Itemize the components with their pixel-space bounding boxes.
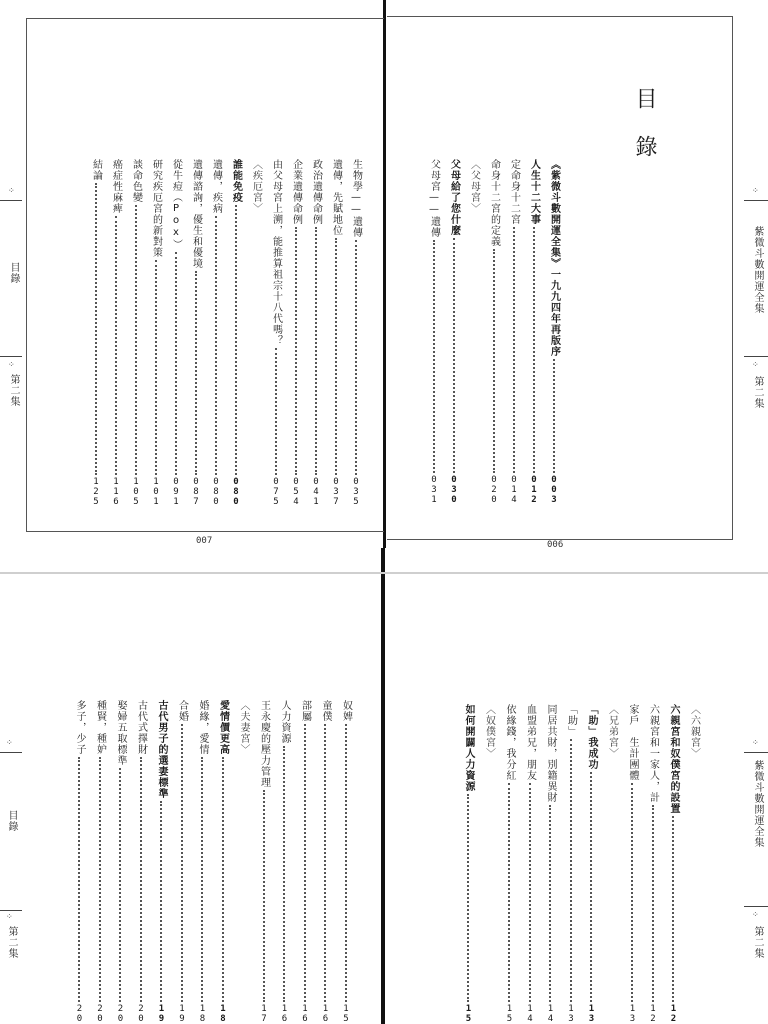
toc-section-heading (603, 704, 620, 1024)
toc-entry-title: 同居共財，別籍異財 (545, 704, 556, 803)
toc-page-number: 15 (504, 1004, 515, 1024)
diamond-ornament-icon: ⁘ (6, 738, 13, 747)
toc-entry (644, 704, 661, 1024)
toc-leader-dots (201, 757, 203, 1002)
toc-entry-title: 娶婦五取標準 (115, 700, 126, 766)
toc-leader-dots (324, 724, 326, 1002)
toc-leader-dots (590, 772, 592, 1002)
toc-entry (276, 700, 293, 1024)
toc-entry (71, 700, 88, 1024)
toc-entry-title: 遺傳，先賦地位 (330, 159, 342, 236)
toc-list-bottom-right (412, 704, 702, 1024)
toc-entry-title: 多子，少子 (74, 700, 85, 755)
toc-leader-dots (493, 249, 495, 473)
toc-entry (91, 700, 108, 1024)
toc-entry (505, 159, 522, 505)
toc-entry-title: 依緣錢，我分紅 (504, 704, 515, 781)
toc-entry-title: 合婚 (176, 700, 188, 722)
toc-entry (501, 704, 518, 1024)
tab-rule (744, 200, 768, 201)
toc-entry (173, 700, 190, 1024)
toc-page-number: 18 (197, 1004, 208, 1024)
toc-leader-dots (315, 227, 317, 475)
toc-leader-dots (283, 746, 285, 1002)
toc-leader-dots (549, 805, 551, 1002)
toc-leader-dots (433, 240, 435, 473)
toc-entry-title: 定命身十二宮 (508, 159, 520, 225)
toc-entry (347, 159, 364, 507)
diamond-ornament-icon: ⁘ (8, 360, 15, 369)
toc-page-number: 19 (156, 1004, 167, 1024)
toc-entry (525, 159, 542, 505)
toc-entry (255, 700, 272, 1024)
toc-page-number: 030 (449, 475, 459, 505)
diamond-ornament-icon: ⁘ (752, 738, 759, 747)
tab-rule (0, 910, 22, 911)
toc-entry-title: 誰能免疫 (230, 159, 242, 203)
toc-leader-dots (195, 271, 197, 475)
toc-entry (132, 700, 149, 1024)
toc-entry (460, 704, 477, 1024)
toc-page-number: 014 (509, 475, 519, 505)
toc-entry-title: 政治遺傳命例 (310, 159, 322, 225)
toc-entry-title: 〈夫妻宮〉 (238, 700, 249, 755)
toc-page-number: 14 (545, 1004, 556, 1024)
toc-leader-dots (533, 227, 535, 473)
toc-leader-dots (215, 216, 217, 475)
tab-rule (744, 356, 768, 357)
toc-entry-title: 種賢，種妒 (94, 700, 106, 755)
side-tab-volume: 第二集 (8, 374, 19, 407)
page-number-top-left: 007 (196, 536, 213, 546)
toc-entry-title: 部屬 (299, 700, 311, 722)
toc-entry-title: 〈父母宮〉 (468, 159, 480, 214)
toc-entry (147, 159, 164, 507)
toc-page-number: 20 (136, 1004, 146, 1024)
toc-entry-title: 《紫微斗數開運全集》一九九四年再版序 (548, 159, 560, 357)
toc-page-number: 075 (271, 477, 281, 507)
toc-page-number: 15 (341, 1004, 351, 1024)
toc-entry (521, 704, 538, 1024)
toc-entry (287, 159, 304, 507)
toc-leader-dots (631, 783, 633, 1002)
toc-leader-dots (160, 801, 162, 1002)
toc-page-number: 054 (291, 477, 301, 507)
toc-entry (624, 704, 641, 1024)
toc-leader-dots (553, 359, 555, 473)
side-tab-toc: 目錄 (6, 810, 17, 832)
toc-entry (127, 159, 144, 507)
toc-page-number: 20 (95, 1004, 105, 1024)
toc-page-number: 16 (300, 1004, 310, 1024)
toc-section-heading (480, 704, 497, 1024)
toc-entry-title: 「助」 (565, 704, 577, 737)
toc-leader-dots (222, 757, 224, 1002)
tab-rule (744, 906, 768, 907)
toc-entry-title: 家戶 生計團體 (627, 704, 638, 781)
toc-entry-title: 由父母宮上溯，能推算祖宗十八代嗎？ (270, 159, 282, 346)
toc-entry (112, 700, 129, 1024)
toc-page-number: 15 (463, 1004, 474, 1024)
toc-entry (445, 159, 462, 505)
side-tab-series: 紫微斗數開運全集 (752, 760, 763, 848)
toc-leader-dots (119, 768, 121, 1002)
toc-page-number: 19 (177, 1004, 187, 1024)
toc-entry (227, 159, 244, 507)
toc-entry-title: 父母給了您什麼 (448, 159, 460, 236)
toc-entry (307, 159, 324, 507)
toc-entry-title: 人生十二大事 (528, 159, 540, 225)
toc-entry (207, 159, 224, 507)
toc-section-heading (235, 700, 252, 1024)
toc-entry-title: 從牛痘（Pox） (170, 159, 182, 250)
tab-rule (0, 356, 22, 357)
toc-entry (187, 159, 204, 507)
toc-leader-dots (78, 757, 80, 1002)
toc-entry-title: 遺傳，疾病 (210, 159, 222, 214)
toc-entry-title: 〈疾厄宮〉 (250, 159, 262, 214)
scan-divider (0, 572, 768, 574)
toc-page-number: 12 (648, 1004, 658, 1024)
toc-leader-dots (263, 790, 265, 1002)
toc-entry-title: 六親宮和奴僕宮的設置 (668, 704, 679, 814)
toc-list-top-right (387, 159, 732, 505)
toc-page-number: 116 (111, 477, 121, 507)
toc-leader-dots (135, 205, 137, 475)
tab-rule (0, 200, 22, 201)
toc-section-heading (465, 159, 482, 505)
toc-entry (267, 159, 284, 507)
diamond-ornament-icon: ⁘ (752, 186, 759, 195)
toc-page-number: 003 (549, 475, 559, 505)
toc-page-number: 125 (91, 477, 101, 507)
tab-rule (744, 752, 768, 753)
toc-page-number: 012 (529, 475, 539, 505)
side-tab-series: 紫微斗數開運全集 (752, 226, 763, 314)
side-tab-volume: 第二集 (752, 376, 763, 409)
toc-page-number: 080 (231, 477, 241, 507)
toc-entry (327, 159, 344, 507)
toc-leader-dots (335, 238, 337, 475)
toc-page-number: 105 (131, 477, 141, 507)
toc-entry-title: 愛情價更高 (217, 700, 229, 755)
toc-leader-dots (513, 227, 515, 473)
toc-list-bottom-left (58, 700, 358, 1024)
toc-entry-title: 六親宮和一家人，計 (647, 704, 659, 803)
toc-entry-title: 王永慶的壓力管理 (258, 700, 270, 788)
page-top-right (387, 16, 733, 540)
toc-entry (107, 159, 124, 507)
toc-leader-dots (235, 205, 237, 475)
toc-leader-dots (672, 816, 674, 1002)
spine-bottom (381, 548, 385, 1024)
toc-page-number: 17 (259, 1004, 269, 1024)
toc-leader-dots (295, 227, 297, 475)
toc-leader-dots (652, 805, 654, 1002)
diamond-ornament-icon: ⁘ (752, 360, 759, 369)
toc-entry-title: 〈奴僕宮〉 (483, 704, 495, 759)
toc-leader-dots (453, 238, 455, 473)
toc-leader-dots (155, 260, 157, 475)
toc-entry (153, 700, 170, 1024)
toc-page-number: 037 (331, 477, 341, 507)
toc-leader-dots (95, 183, 97, 475)
toc-entry (542, 704, 559, 1024)
toc-page-number: 18 (218, 1004, 228, 1024)
toc-entry-title: 癌症性麻痺 (110, 159, 122, 214)
toc-entry-title: 奴婢 (340, 700, 352, 722)
toc-entry-title: 遺傳諮詢，優生和優境 (190, 159, 202, 269)
toc-page-number: 14 (525, 1004, 535, 1024)
diamond-ornament-icon: ⁘ (6, 912, 13, 921)
toc-page-number: 035 (351, 477, 361, 507)
toc-page-number: 091 (171, 477, 181, 507)
toc-entry (214, 700, 231, 1024)
toc-entry (337, 700, 354, 1024)
toc-page-number: 12 (668, 1004, 679, 1024)
toc-entry (545, 159, 562, 505)
toc-entry-title: 命身十二宮的定義 (488, 159, 500, 247)
side-tab-volume: 第二集 (6, 926, 17, 959)
toc-page-number: 16 (279, 1004, 290, 1024)
toc-page-number: 20 (74, 1004, 85, 1024)
toc-leader-dots (355, 240, 357, 475)
toc-entry-title: 父母宮——遺傳 (428, 159, 440, 238)
toc-entry (425, 159, 442, 505)
toc-leader-dots (99, 757, 101, 1002)
toc-entry (562, 704, 579, 1024)
toc-entry-title: 「助」我成功 (586, 704, 597, 770)
toc-entry (167, 159, 184, 507)
toc-entry-title: 〈兄弟宮〉 (606, 704, 618, 759)
side-tab-volume: 第二集 (752, 926, 763, 959)
toc-leader-dots (181, 724, 183, 1002)
toc-page-number: 087 (191, 477, 201, 507)
toc-entry (665, 704, 682, 1024)
toc-leader-dots (115, 216, 117, 475)
toc-entry-title: 結論 (90, 159, 102, 181)
diamond-ornament-icon: ⁘ (8, 186, 15, 195)
toc-leader-dots (529, 783, 531, 1002)
toc-leader-dots (175, 252, 177, 475)
toc-page-number: 041 (311, 477, 321, 507)
toc-section-heading (685, 704, 702, 1024)
toc-leader-dots (140, 757, 142, 1002)
toc-list-top-left (27, 159, 384, 507)
side-tab-toc: 目錄 (8, 262, 19, 284)
toc-entry-title: 童僕 (320, 700, 331, 722)
toc-page-number: 13 (586, 1004, 597, 1024)
toc-entry-title: 談命色變 (130, 159, 142, 203)
toc-leader-dots (345, 724, 347, 1002)
tab-rule (0, 752, 22, 753)
toc-entry-title: 血盟弟兄，朋友 (524, 704, 536, 781)
toc-entry-title: 企業遺傳命例 (290, 159, 302, 225)
toc-page-number: 20 (115, 1004, 126, 1024)
page-top-left (26, 18, 384, 532)
toc-entry-title: 古代式擇財 (135, 700, 147, 755)
toc-section-heading (247, 159, 264, 507)
toc-page-number: 080 (211, 477, 221, 507)
page-number-top-right: 006 (547, 540, 564, 550)
toc-entry (87, 159, 104, 507)
toc-page-number: 13 (566, 1004, 576, 1024)
toc-entry (296, 700, 313, 1024)
toc-entry-title: 古代男子的選妻標準 (156, 700, 167, 799)
toc-leader-dots (304, 724, 306, 1002)
toc-page-number: 13 (627, 1004, 638, 1024)
toc-entry-title: 如何開闢人力資源 (463, 704, 474, 792)
toc-page-number: 101 (151, 477, 161, 507)
toc-entry-title: 生物學——遺傳 (350, 159, 362, 238)
toc-leader-dots (467, 794, 469, 1002)
toc-leader-dots (275, 348, 277, 475)
toc-leader-dots (508, 783, 510, 1002)
toc-entry (583, 704, 600, 1024)
toc-entry (317, 700, 334, 1024)
toc-entry (485, 159, 502, 505)
toc-entry-title: 婚緣，愛情 (197, 700, 208, 755)
diamond-ornament-icon: ⁘ (752, 910, 759, 919)
toc-entry (194, 700, 211, 1024)
toc-page-number: 16 (320, 1004, 331, 1024)
toc-entry-title: 研究疾厄宮的新對策 (150, 159, 162, 258)
toc-entry-title: 人力資源 (279, 700, 290, 744)
toc-title: 目錄 (632, 87, 657, 183)
toc-entry-title: 〈六親宮〉 (688, 704, 700, 759)
toc-leader-dots (570, 739, 572, 1002)
toc-page-number: 020 (489, 475, 499, 505)
toc-page-number: 031 (429, 475, 439, 505)
